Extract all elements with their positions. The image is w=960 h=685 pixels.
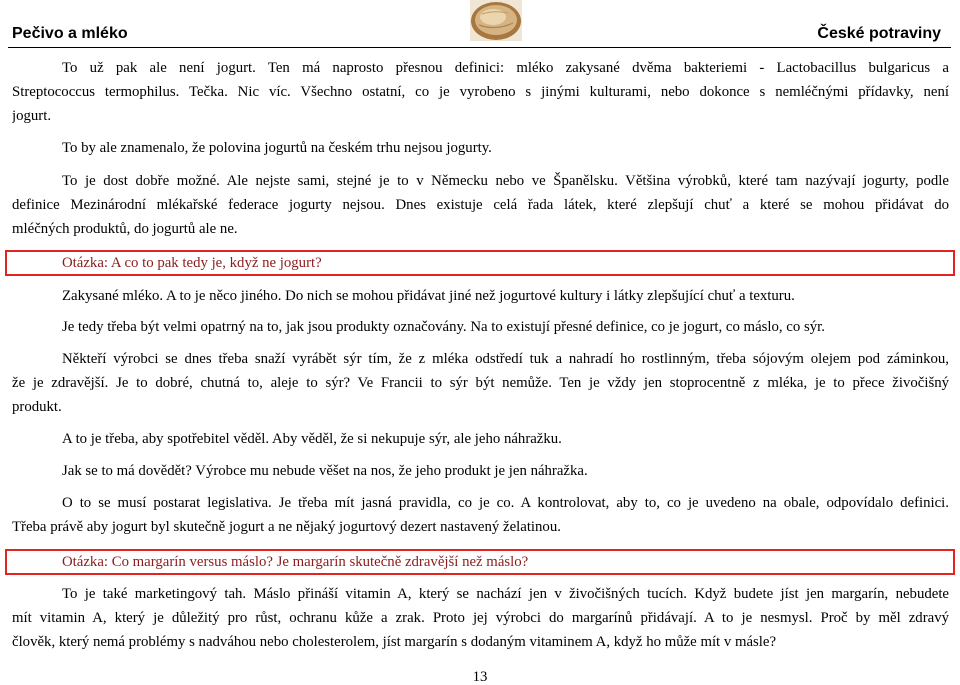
header-divider — [8, 47, 951, 48]
text-line: Jak se to má dovědět? Výrobce mu nebude věšet na nos, že jeho produkt je jen náhražka. — [62, 463, 588, 479]
paragraph — [12, 169, 949, 241]
paragraph — [12, 582, 949, 654]
text-line: A to je třeba, aby spotřebitel věděl. Aby věděl, že si nekupuje sýr, ale jeho náhražku. — [62, 431, 562, 447]
text-line: mít vitamin A, který je důležitý pro růst, ochranu kůže a zrak. Proto jej výrobci do margarínů přidávají. A to je nesmysl. Proč by měl zdravý — [12, 610, 949, 626]
paragraph — [12, 136, 949, 160]
paragraph — [12, 56, 949, 128]
header-publication-title: České potraviny — [817, 25, 941, 42]
text-line: produkt. — [12, 399, 62, 415]
page-number: 13 — [472, 669, 488, 685]
text-line: Je tedy třeba být velmi opatrný na to, jak jsou produkty označovány. Na to existují přesné definice, co je jogurt, co máslo, co sýr. — [62, 319, 825, 335]
text-line: To je také marketingový tah. Máslo přináší vitamin A, který se nachází jen v živočišných tucích. Když budete jíst jen margarín, nebudete — [62, 586, 949, 602]
text-line: Třeba právě aby jogurt byl skutečně jogurt a ne nějaký jogurtový dezert nastavený želatinou. — [12, 519, 561, 535]
question-box: Otázka: Co margarín versus máslo? Je margarín skutečně zdravější než máslo? — [5, 549, 955, 575]
paragraph — [12, 427, 949, 451]
header-section-title: Pečivo a mléko — [12, 25, 128, 42]
paragraph — [12, 491, 949, 539]
text-line: mléčných produktů, do jogurtů ale ne. — [12, 221, 238, 237]
paragraph — [12, 347, 949, 419]
text-line: Zakysané mléko. A to je něco jiného. Do nich se mohou přidávat jiné než jogurtové kultury i látky zlepšující chuť a texturu. — [62, 288, 795, 304]
text-line: Streptococcus termophilus. Tečka. Nic víc. Všechno ostatní, co je vyrobeno s jinými kulturami, nebo dokonce s nemléčnými přídavky, není — [12, 84, 949, 100]
text-line: To je dost dobře možné. Ale nejste sami, stejné je to v Německu nebo ve Španělsku. Většina výrobků, které tam nazývají jogurty, podle — [62, 173, 949, 189]
text-line: definice Mezinárodní mlékařské federace jogurty nejsou. Dnes existuje celá řada látek, které zlepšují chuť a které se mohou přidávat do — [12, 197, 949, 213]
bread-image — [470, 0, 522, 41]
text-line: To by ale znamenalo, že polovina jogurtů na českém trhu nejsou jogurty. — [62, 140, 492, 156]
text-line: člověk, který nemá problémy s nadváhou nebo cholesterolem, jíst margarín s dodaným vitaminem A, když ho může mít v másle? — [12, 634, 777, 650]
text-line: Někteří výrobci se dnes třeba snaží vyrábět sýr tím, že z mléka odstředí tuk a nahradí ho rostlinným, třeba sójovým olejem pod záminkou, — [62, 351, 949, 367]
paragraph — [12, 315, 949, 339]
text-line: To už pak ale není jogurt. Ten má naprosto přesnou definici: mléko zakysané dvěma bakteriemi - Lactobacillus bulgaricus a — [62, 60, 949, 76]
text-line: jogurt. — [12, 108, 52, 124]
text-line: že je zdravější. Je to dobré, chutná to, aleje to sýr? Ve Francii to sýr být nemůže. Ten je vždy jen stoprocentně z mléka, je to přece živočišný — [12, 375, 949, 391]
paragraph — [12, 284, 949, 308]
question-box: Otázka: A co to pak tedy je, když ne jogurt? — [5, 250, 955, 276]
paragraph — [12, 459, 949, 483]
text-line: O to se musí postarat legislativa. Je třeba mít jasná pravidla, co je co. A kontrolovat, aby to, co je uvedeno na obale, odpovídalo definici. — [62, 495, 949, 511]
